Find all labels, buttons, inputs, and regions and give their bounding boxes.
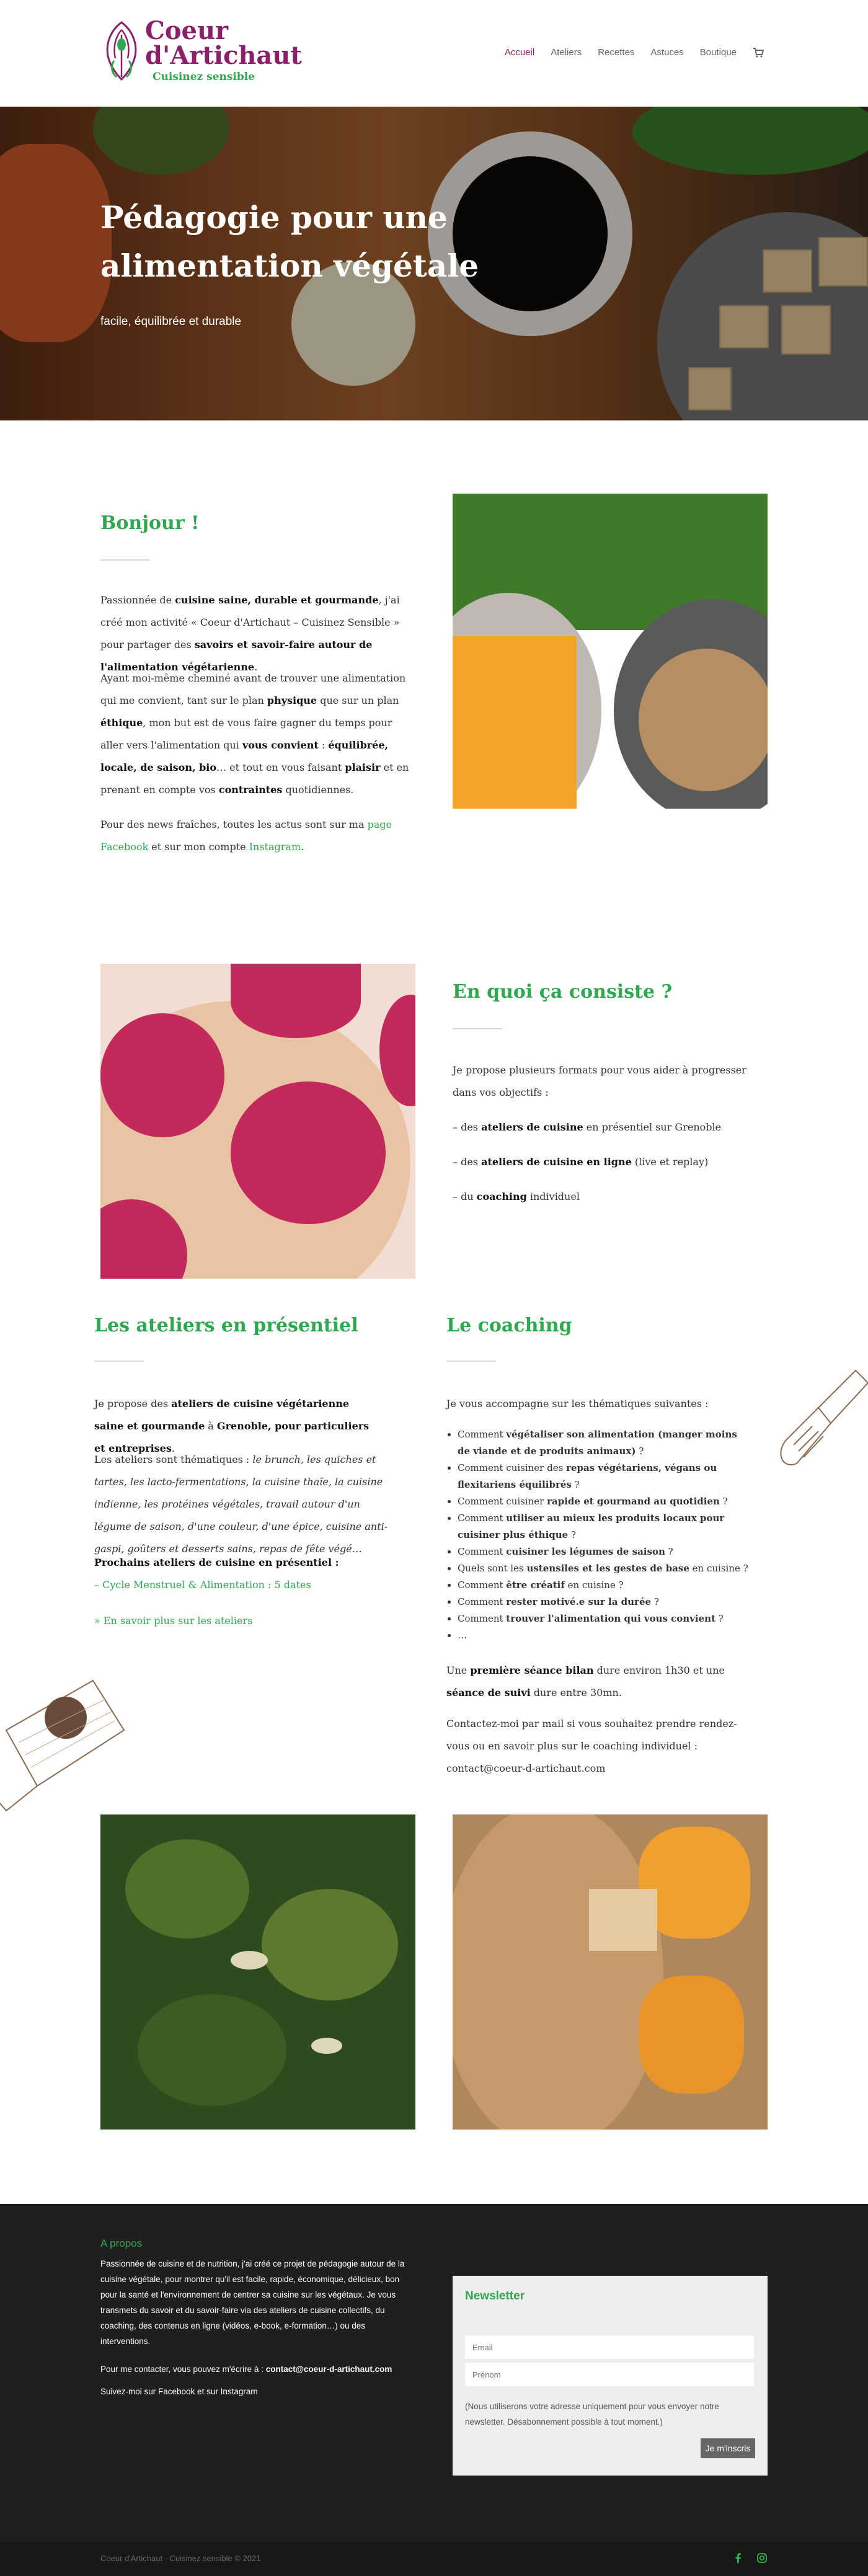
instagram-icon[interactable] (756, 2552, 768, 2564)
text-bold: végétaliser son alimentation (manger moins de viande et de produits animaux) (458, 1429, 737, 1457)
squash-mortar-image (453, 494, 768, 809)
photo-grains (639, 649, 768, 791)
text: ? (571, 1479, 580, 1490)
nav-item-boutique[interactable]: Boutique (699, 47, 737, 58)
consiste-heading: En quoi ça consiste ? (453, 981, 673, 1003)
artichoke-logo-icon (100, 17, 143, 86)
text-italic: le brunch, les quiches et tartes, les lacto-fermentations, la cuisine thaïe, la cuisine indienne, les protéines végétales, travail autour d'un légume de saison, d'une couleur, d'une épice, cuisine anti-gaspi, goûters et desserts sains, repas de fête végé… (94, 1454, 388, 1555)
text: (live et replay) (631, 1156, 709, 1168)
newsletter-subscribe-button[interactable]: Je m'inscris (701, 2438, 755, 2458)
text: dure environ 1h30 et une (593, 1664, 725, 1676)
ateliers-more (94, 1610, 398, 1632)
text: – (94, 1579, 103, 1591)
text-bold: savoirs et savoir-faire autour de l'alimentation végétarienne (100, 639, 373, 673)
beetroot-muffins-image (100, 964, 415, 1279)
text-bold: ateliers de cuisine en ligne (481, 1156, 632, 1168)
text-bold: Prochains ateliers de cuisine en présentiel : (94, 1557, 339, 1568)
text: Quels sont les (458, 1563, 527, 1574)
text-bold: équilibrée, locale, de saison, bio (100, 739, 389, 773)
text-bold: repas végétariens, végans ou flexitariens équilibrés (458, 1462, 717, 1490)
text: Passionnée de (100, 594, 175, 606)
coaching-seance (446, 1659, 756, 1704)
logo-tagline: Cuisinez sensible (153, 71, 255, 83)
text-bold: plaisir (345, 762, 381, 773)
text-bold: être créatif (506, 1579, 565, 1591)
list-item (458, 1577, 749, 1594)
text: Je propose des (94, 1398, 172, 1410)
nav-item-accueil[interactable]: Accueil (504, 47, 535, 58)
bonjour-paragraph-2 (100, 667, 415, 801)
text: Les ateliers sont thématiques : (94, 1454, 253, 1465)
text: Comment cuisiner (458, 1496, 547, 1507)
text: – des (453, 1156, 482, 1168)
text-bold: ustensiles et les gestes de base (526, 1563, 689, 1574)
newsletter-email-input[interactable] (465, 2335, 754, 2359)
text: ? (665, 1546, 673, 1557)
text-bold: ateliers de cuisine végétarienne saine et gourmande (94, 1398, 350, 1432)
text-bold: séance de suivi (446, 1687, 531, 1699)
text: dure entre 30mn. (530, 1687, 622, 1699)
text: … et tout en vous faisant (216, 762, 345, 773)
logo-title-line2: d'Artichaut (145, 41, 302, 70)
instagram-link[interactable]: Instagram (249, 841, 301, 853)
text: Comment (458, 1613, 507, 1624)
text: ? (719, 1496, 728, 1507)
text-bold: ateliers de cuisine (481, 1121, 583, 1133)
text-bold: contraintes (218, 784, 283, 796)
text: – du (453, 1191, 477, 1202)
cutting-board-drawing-icon (0, 1662, 136, 1817)
newsletter-title: Newsletter (465, 2290, 525, 2303)
list-item (458, 1594, 749, 1610)
logo-title (145, 16, 302, 70)
newsletter-box (453, 2276, 768, 2476)
ateliers-more-link[interactable]: » En savoir plus sur les ateliers (94, 1615, 253, 1627)
text: individuel (526, 1191, 580, 1202)
photo-spinach (125, 1839, 249, 1939)
list-item (458, 1460, 749, 1493)
footer-apropos-title: A propos (100, 2237, 143, 2249)
text: , j'ai créé mon activité « Coeur d'Artichaut – Cuisinez Sensible » pour partager des (100, 594, 400, 651)
facebook-icon[interactable] (733, 2552, 744, 2564)
text: Comment (458, 1546, 507, 1557)
text: … (458, 1630, 467, 1641)
coaching-list (458, 1426, 749, 1644)
text: . (301, 841, 304, 853)
consiste-item-2 (453, 1151, 768, 1173)
list-item (458, 1627, 749, 1644)
text: que sur un plan (317, 695, 399, 706)
ateliers-prochains (94, 1552, 398, 1596)
text: Une (446, 1664, 471, 1676)
text: Comment (458, 1596, 507, 1607)
photo-spinach (138, 1994, 286, 2106)
text-bold: vous convient (242, 739, 319, 751)
text-bold: physique (267, 695, 317, 706)
spatula-drawing-icon (769, 1364, 868, 1476)
logo-title-line1: Coeur (145, 16, 229, 45)
newsletter-firstname-input[interactable] (465, 2363, 754, 2386)
section-divider (100, 559, 150, 561)
cart-icon[interactable] (753, 48, 764, 58)
text: et sur mon compte (148, 841, 249, 853)
list-item (458, 1560, 749, 1577)
site-header (0, 0, 868, 107)
text: ? (651, 1596, 659, 1607)
text: en cuisine ? (564, 1579, 624, 1591)
photo-garlic (231, 1951, 268, 1970)
section-divider (94, 1361, 144, 1362)
footer-contact-email[interactable]: contact@coeur-d-artichaut.com (265, 2365, 392, 2374)
text: – des (453, 1121, 482, 1133)
text-bold: éthique (100, 717, 143, 729)
text: Comment cuisiner des (458, 1462, 567, 1473)
text-bold: trouver l'alimentation qui vous convient (506, 1613, 716, 1624)
consiste-item-1 (453, 1116, 768, 1139)
text: Ayant moi-même cheminé avant de trouver une alimentation qui me convient, tant sur le plan (100, 672, 406, 706)
list-item (458, 1426, 749, 1460)
text: quotidiennes. (282, 784, 354, 796)
text-bold: rapide et gourmand au quotidien (547, 1496, 720, 1507)
photo-muffin (231, 964, 361, 1038)
text: ? (636, 1446, 644, 1457)
consiste-item-3 (453, 1186, 768, 1208)
facebook-page-link[interactable]: page Facebook (100, 819, 392, 853)
hero-subtitle: facile, équilibrée et durable (100, 315, 242, 328)
text: : (318, 739, 329, 751)
consiste-intro: Je propose plusieurs formats pour vous aider à progresser dans vos objectifs : (453, 1064, 746, 1098)
bonjour-heading: Bonjour ! (100, 512, 200, 534)
text-bold: cuisine saine, durable et gourmande (175, 594, 379, 606)
hero-banner (0, 107, 868, 420)
list-item (458, 1493, 749, 1510)
text: , mon but est de vous faire gagner du temps pour aller vers l'alimentation qui (100, 717, 392, 751)
text: Pour me contacter, vous pouvez m'écrire à : (100, 2365, 266, 2374)
text: Comment (458, 1579, 507, 1591)
text-bold: coaching (476, 1191, 527, 1202)
footer-bottom-bar (0, 2541, 868, 2576)
text: et en prenant en compte vos (100, 762, 409, 796)
text: en cuisine ? (689, 1563, 748, 1574)
coaching-intro: Je vous accompagne sur les thématiques suivantes : (446, 1398, 709, 1410)
photo-muffin (231, 1081, 386, 1224)
footer-contact (100, 2361, 417, 2377)
site-footer (0, 2204, 868, 2541)
ateliers-heading: Les ateliers en présentiel (94, 1315, 358, 1336)
photo-crumble (453, 1814, 663, 2130)
section-divider (446, 1361, 496, 1362)
copyright-text: Coeur d'Artichaut - Cuisinez sensible © 2021 (100, 2554, 261, 2563)
text-bold: Grenoble, pour particuliers et entreprises (94, 1420, 370, 1454)
list-item (458, 1610, 749, 1627)
text: Pour des news fraîches, toutes les actus sont sur ma (100, 819, 368, 830)
text: ? (568, 1529, 577, 1540)
text: . (171, 1442, 175, 1454)
text-bold: cuisiner les légumes de saison (506, 1546, 665, 1557)
text: ? (715, 1613, 724, 1624)
coaching-contact: Contactez-moi par mail si vous souhaitez prendre rendez-vous ou en savoir plus sur le coaching individuel : contact@coeur-d-artichaut.com (446, 1718, 737, 1774)
spinach-garlic-image (100, 1814, 415, 2130)
section-divider (453, 1028, 502, 1029)
list-item (458, 1543, 749, 1560)
text-bold: première séance bilan (470, 1664, 594, 1676)
coaching-heading: Le coaching (446, 1315, 572, 1336)
text: Comment (458, 1429, 507, 1440)
main-nav (505, 47, 764, 58)
bonjour-paragraph-3 (100, 814, 415, 858)
photo-squash (639, 1976, 744, 2094)
text: . (254, 661, 258, 673)
nav-item-recettes[interactable]: Recettes (598, 47, 635, 58)
hero-title: Pédagogie pour une alimentation végétale (100, 199, 479, 284)
list-item (458, 1510, 749, 1543)
crumble-squash-image (453, 1814, 768, 2130)
bonjour-paragraph-1 (100, 589, 415, 678)
text-bold: rester motivé.e sur la durée (506, 1596, 652, 1607)
photo-spinach (262, 1889, 398, 2001)
photo-tofu (589, 1889, 657, 1951)
footer-apropos-text: Passionnée de cuisine et de nutrition, j'ai créé ce projet de pédagogie autour de la cuisine végétale, pour montrer qu'il est facile, rapide, économique, délicieux, bon pour la santé et l'environnement de centrer sa cuisine sur les végétaux. Je vous transmets du savoir et du savoir-faire via des ateliers de cuisine collectifs, du coaching, des contenus en ligne (vidéos, e-book, e-formation…) ou des interventions. (100, 2259, 405, 2346)
text: en présentiel sur Grenoble (583, 1121, 722, 1133)
ateliers-paragraph-2 (94, 1449, 398, 1560)
site-logo[interactable] (100, 17, 305, 91)
cycle-menstruel-link[interactable]: Cycle Menstruel & Alimentation : 5 dates (102, 1579, 311, 1591)
photo-muffin (100, 1013, 224, 1137)
text-bold: utiliser au mieux les produits locaux pour cuisiner plus éthique (458, 1512, 725, 1540)
photo-garlic (311, 2038, 342, 2054)
footer-social-text: Suivez-moi sur Facebook et sur Instagram (100, 2387, 258, 2396)
nav-item-ateliers[interactable]: Ateliers (551, 47, 582, 58)
photo-squash (453, 636, 577, 809)
text: Comment (458, 1512, 507, 1524)
text: à (205, 1420, 217, 1432)
nav-item-astuces[interactable]: Astuces (650, 47, 684, 58)
newsletter-note: (Nous utiliserons votre adresse uniquement pour vous envoyer notre newsletter. Désabonnement possible à tout moment.) (465, 2402, 719, 2427)
